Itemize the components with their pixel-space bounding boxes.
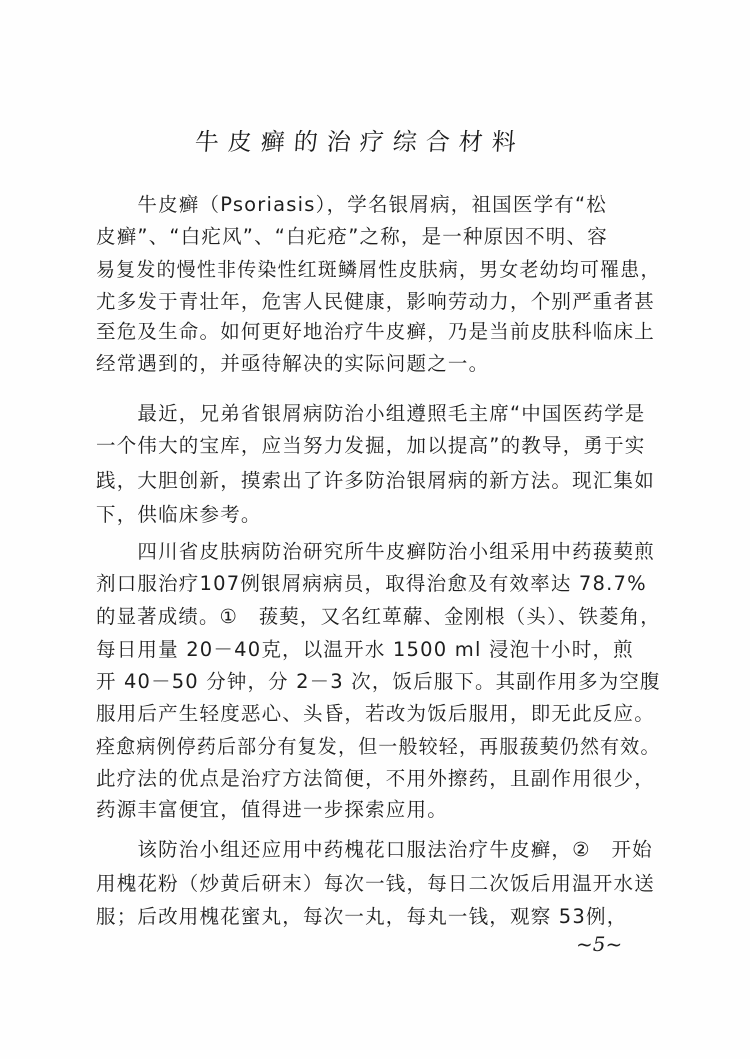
intro-line-1: 牛皮癣（Psoriasis），学名银屑病，祖国医学有“松 (96, 193, 607, 216)
recent-line-1: 最近，兄弟省银屑病防治小组遵照毛主席“中国医药学是 (96, 402, 646, 425)
bayberry-line-5: 开 40－50 分钟，分 2－3 次，饭后服下。其副作用多为空腹 (96, 670, 661, 693)
sophora-line-2: 用槐花粉（炒黄后研末）每次一钱，每日二次饭后用温开水送 (96, 872, 655, 895)
recent-line-3: 践，大胆创新，摸索出了许多防治银屑病的新方法。现汇集如 (96, 469, 655, 492)
bayberry-line-1: 四川省皮肤病防治研究所牛皮癣防治小组采用中药菝葜煎 (96, 540, 655, 563)
bayberry-line-9: 药源丰富便宜，值得进一步探索应用。 (96, 798, 448, 821)
intro-line-4: 尤多发于青壮年，危害人民健康，影响劳动力，个别严重者甚 (96, 290, 655, 313)
bayberry-line-3: 的显著成绩。① 菝葜，又名红萆薢、金刚根（头）、铁菱角， (96, 605, 661, 628)
bayberry-line-7: 痊愈病例停药后部分有复发，但一般较轻，再服菝葜仍然有效。 (96, 735, 661, 758)
intro-line-2: 皮癣”、“白疕风”、“白疕疮”之称，是一种原因不明、容 (96, 225, 608, 248)
intro-line-5: 至危及生命。如何更好地治疗牛皮癣，乃是当前皮肤科临床上 (96, 320, 655, 343)
page-number: ~5~ (576, 932, 623, 956)
bayberry-line-2: 剂口服治疗107例银屑病病员，取得治愈及有效率达 78.7% (96, 572, 647, 595)
recent-line-2: 一个伟大的宝库，应当努力发掘，加以提高”的教导，勇于实 (96, 434, 646, 457)
sophora-line-3: 服；后改用槐花蜜丸，每次一丸，每丸一钱，观察 53例， (96, 905, 628, 928)
sophora-line-1: 该防治小组还应用中药槐花口服法治疗牛皮癣，② 开始 (96, 838, 653, 861)
intro-line-6: 经常遇到的，并亟待解决的实际问题之一。 (96, 352, 490, 375)
document-title: 牛皮癣的治疗综合材料 (193, 128, 526, 156)
bayberry-line-4: 每日用量 20－40克，以温开水 1500 ml 浸泡十小时，煎 (96, 638, 634, 661)
bayberry-line-8: 此疗法的优点是治疗方法简便，不用外擦药，且副作用很少， (96, 767, 655, 790)
recent-line-4: 下，供临床参考。 (96, 503, 262, 526)
bayberry-line-6: 服用后产生轻度恶心、头昏，若改为饭后服用，即无此反应。 (96, 702, 655, 725)
intro-line-3: 易复发的慢性非传染性红斑鳞屑性皮肤病，男女老幼均可罹患， (96, 258, 661, 281)
